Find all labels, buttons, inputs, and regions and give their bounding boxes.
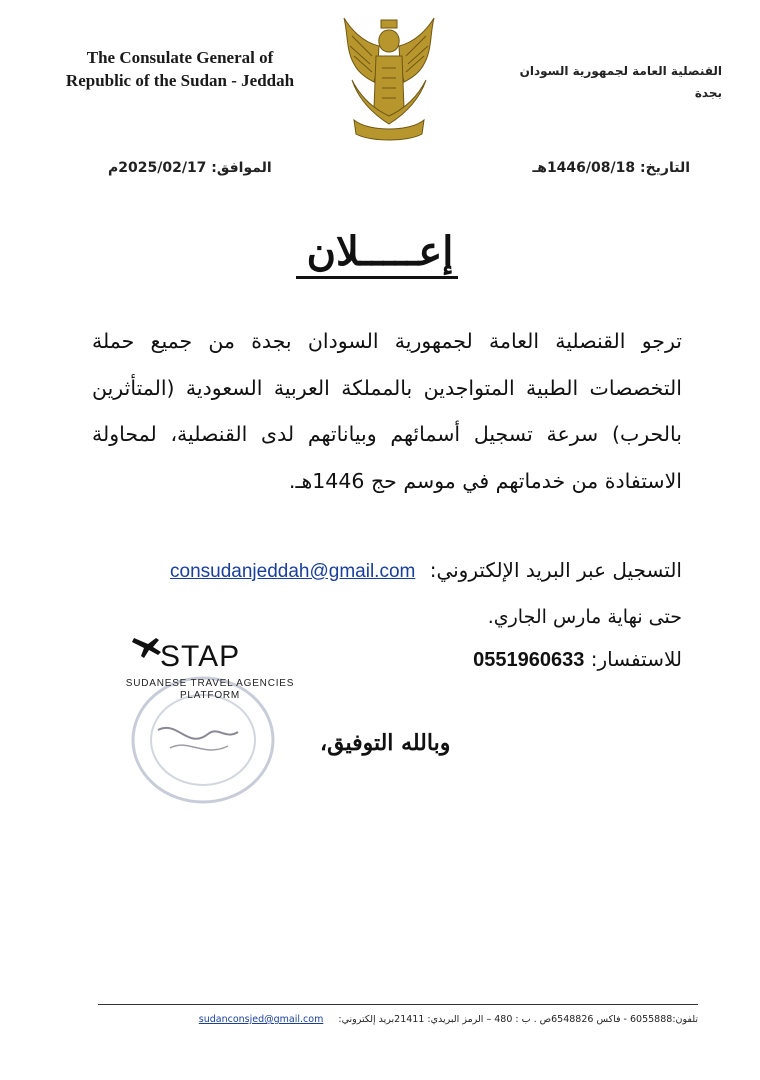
hijri-date: التاريخ: 1446/08/18هـ xyxy=(532,160,690,176)
watermark-title: STAP xyxy=(160,640,241,673)
english-letterhead xyxy=(40,46,320,92)
arabic-letterhead-line2: بجدة xyxy=(694,86,722,100)
registration-email-link[interactable]: consudanjeddah@gmail.com xyxy=(170,561,416,582)
footer-contact-text: تلفون:6055888 - فاكس 6548826ص . ب : 480 – الرمز البريدي: 21411بريد إلكتروني: xyxy=(338,1014,698,1025)
announcement-title: إعـــــلان xyxy=(306,228,454,275)
footer-email-link[interactable]: sudanconsjed@gmail.com xyxy=(198,1014,324,1025)
registration-label: التسجيل عبر البريد الإلكتروني: xyxy=(429,558,682,582)
footer-divider xyxy=(98,1004,698,1005)
deadline-text: حتى نهاية مارس الجاري. xyxy=(487,606,682,628)
footer-contact xyxy=(199,1014,698,1025)
gregorian-date: الموافق: 2025/02/17م xyxy=(108,160,272,176)
inquiry-row xyxy=(473,647,682,672)
arabic-letterhead-line1: القنصلية العامة لجمهورية السودان xyxy=(519,64,722,78)
inquiry-label: للاستفسار: xyxy=(590,647,682,671)
watermark-subtitle: SUDANESE TRAVEL AGENCIES PLATFORM xyxy=(125,678,295,701)
closing-text: وبالله التوفيق، xyxy=(320,730,451,756)
english-letterhead-line1: The Consulate General of xyxy=(86,48,274,67)
arabic-letterhead xyxy=(482,60,722,104)
inquiry-phone: 0551960633 xyxy=(473,649,585,671)
announcement-body: ترجو القنصلية العامة لجمهورية السودان بجدة من جميع حملة التخصصات الطبية المتواجدين بالمملكة العربية السعودية (المتأثرين بالحرب) سرعة تسجيل أسمائهم وبياناتهم لدى القنصلية، لمحاولة الاستفادة من خدماتهم في موسم حج 1446هـ. xyxy=(92,329,682,493)
registration-row xyxy=(82,558,682,583)
title-underline xyxy=(296,276,458,279)
sudan-emblem-icon xyxy=(338,16,440,144)
english-letterhead-line2: Republic of the Sudan - Jeddah xyxy=(65,71,295,90)
